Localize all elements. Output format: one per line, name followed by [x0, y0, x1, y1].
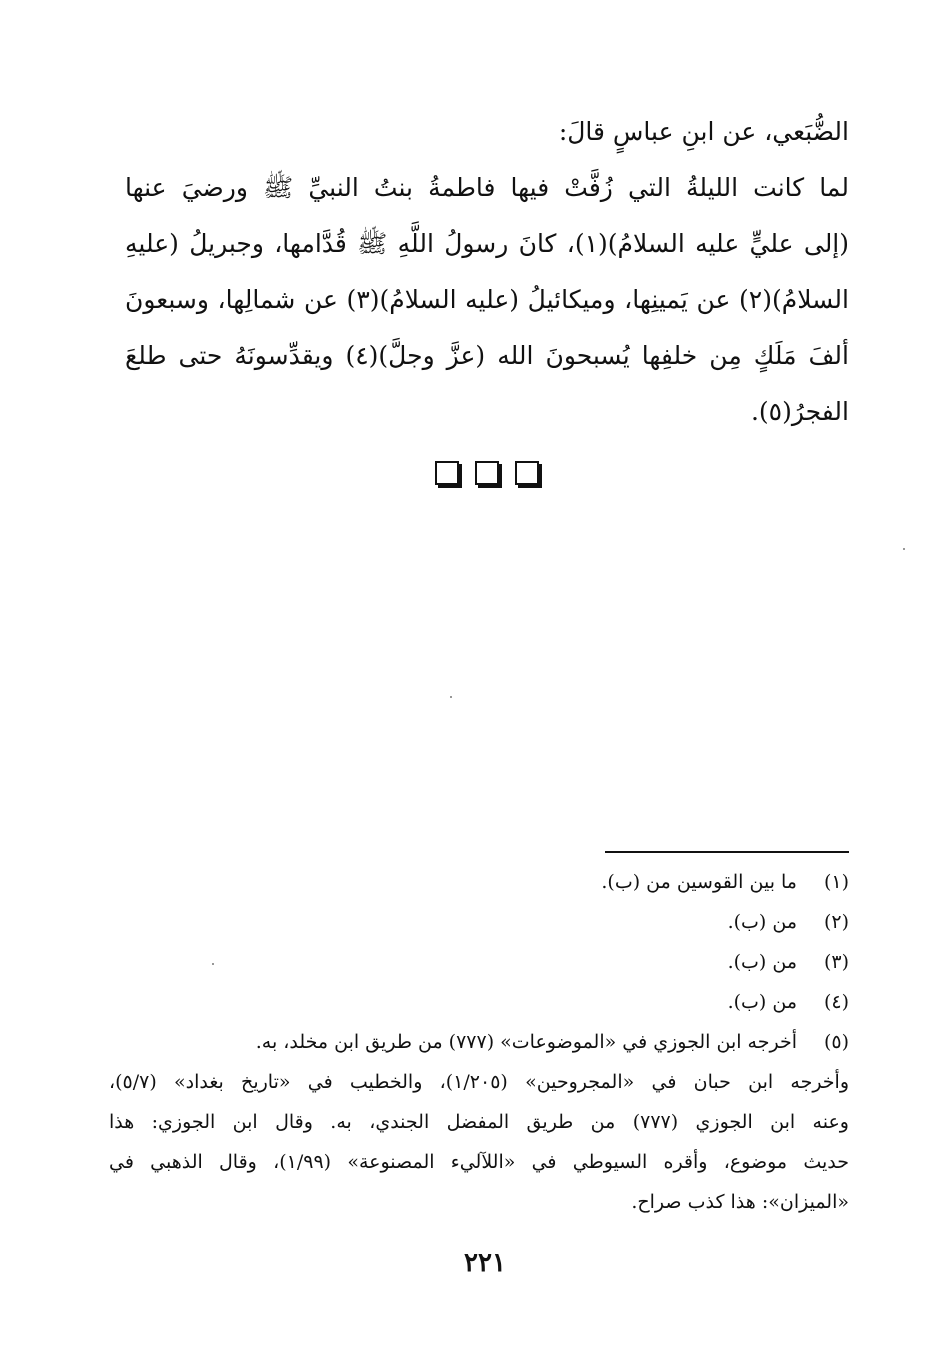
footnotes: [109, 862, 849, 1222]
paragraph-line: (إلى عليٍّ عليه السلامُ)(١)، كانَ رسولُ اللَّهِ ﷺ قُدَّامها، وجبريلُ (عليهِ: [125, 229, 850, 258]
section-divider-ornament: [435, 461, 539, 489]
paragraph-line: ألفَ مَلَكٍ مِن خلفِها يُسبحونَ الله (عزَّ وجلَّ)(٤) ويقدِّسونَهُ حتى طلعَ: [125, 341, 849, 370]
footnote-continuation-line: حديث موضوع، وأقره السيوطي في «اللآليء المصنوعة» (١/٩٩)، وقال الذهبي في: [109, 1151, 849, 1173]
opening-line-text: الضُّبَعي، عن ابنِ عباسٍ قالَ:: [558, 117, 849, 146]
paragraph-line: لما كانت الليلةُ التي زُفَّتْ فيها فاطمةُ بنتُ النبيِّ ﷺ ورضيَ عنها: [125, 173, 849, 202]
scan-speck: [450, 696, 452, 698]
square-ornament-icon: [435, 461, 459, 485]
footnote-number: (٢): [823, 911, 849, 933]
footnote-text: أخرجه ابن الجوزي في «الموضوعات» (٧٧٧) من طريق ابن مخلد، به.: [255, 1031, 797, 1053]
footnote-text: من (ب).: [727, 991, 797, 1013]
footnote-number: (٣): [823, 951, 849, 973]
footnote-number: (١): [823, 871, 849, 893]
footnote-continuation-line: وأخرجه ابن حبان في «المجروحين» (١/٢٠٥)، والخطيب في «تاريخ بغداد» (٥/٧)،: [109, 1071, 849, 1093]
footnote-separator: [605, 851, 849, 853]
footnote-text: من (ب).: [727, 911, 797, 933]
footnote-number: (٤): [823, 991, 849, 1013]
scan-speck: [903, 548, 905, 550]
footnote-number: (٥): [823, 1031, 849, 1053]
footnote-text: من (ب).: [727, 951, 797, 973]
opening-line: [125, 104, 849, 160]
footnote: [109, 1022, 849, 1062]
main-paragraph: [125, 160, 849, 440]
paragraph-line: الفجرُ(٥).: [750, 397, 849, 426]
footnote: [109, 942, 849, 982]
footnote-continuation-line: وعنه ابن الجوزي (٧٧٧) من طريق المفضل الجندي، به. وقال ابن الجوزي: هذا: [109, 1111, 849, 1133]
footnote: [109, 862, 849, 902]
footnote-continuation: [109, 1062, 849, 1222]
footnote: [109, 902, 849, 942]
paragraph-line: السلامُ)(٢) عن يَمينِها، وميكائيلُ (عليه السلامُ)(٣) عن شمالِها، وسبعونَ: [125, 285, 849, 314]
square-ornament-icon: [515, 461, 539, 485]
footnote-continuation-line: «الميزان»: هذا كذب صراح.: [631, 1191, 849, 1213]
scan-speck: [212, 963, 214, 965]
footnote: [109, 982, 849, 1022]
square-ornament-icon: [475, 461, 499, 485]
page-number: ٢٢١: [464, 1248, 506, 1278]
footnote-text: ما بين القوسين من (ب).: [601, 871, 797, 893]
